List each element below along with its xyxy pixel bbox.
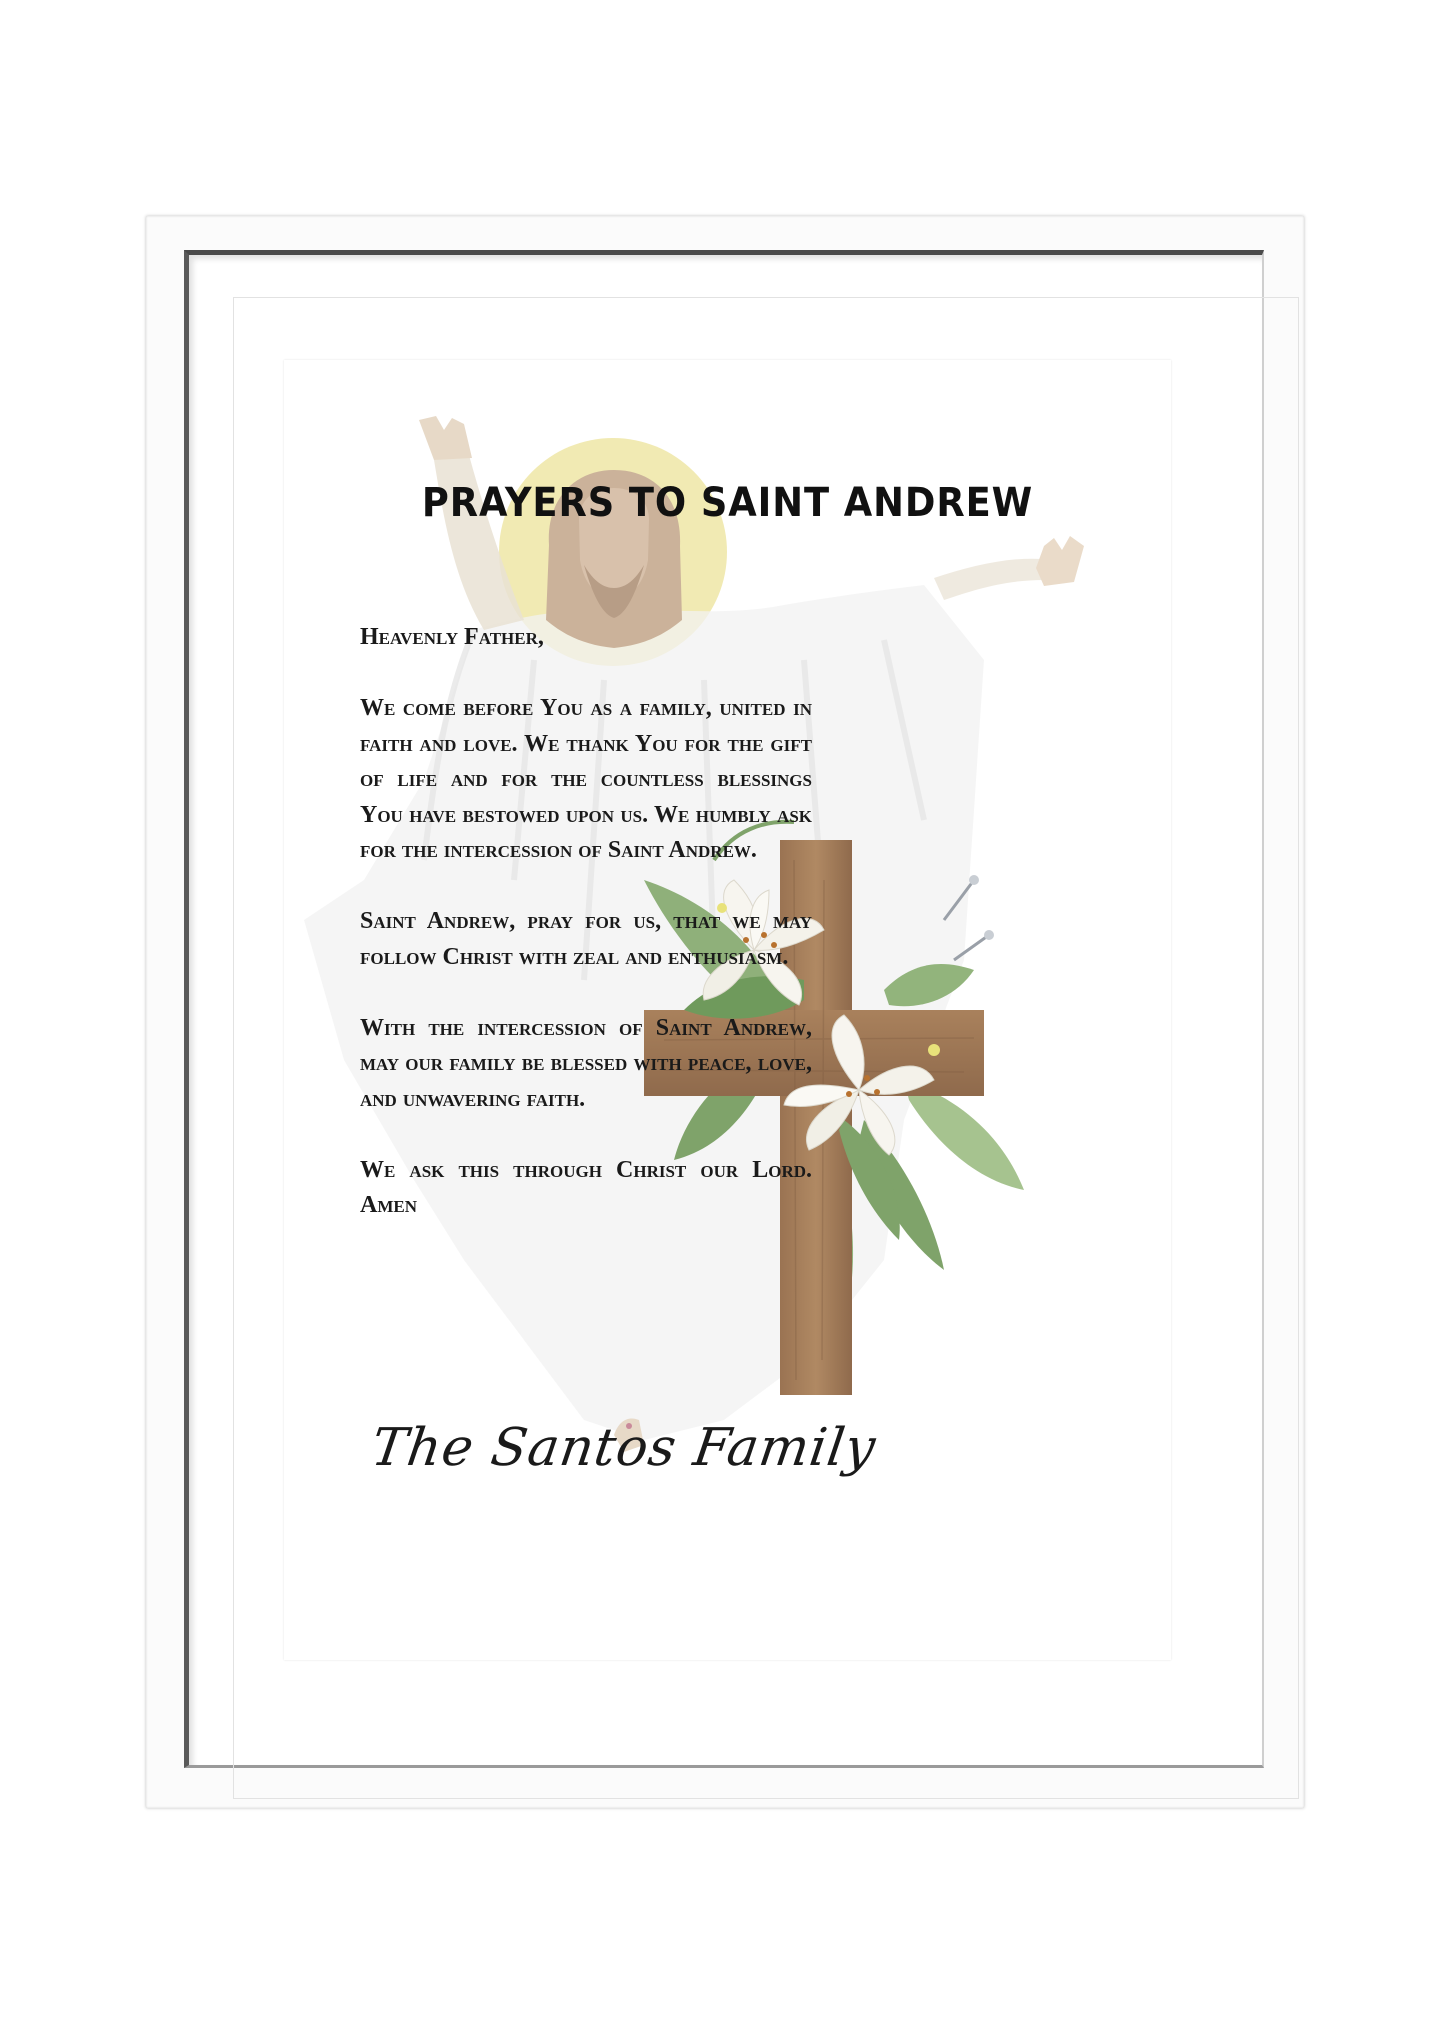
prayer-poster: [284, 360, 1171, 1660]
prayer-paragraph: Saint Andrew, pray for us, that we may follow Christ with zeal and enthusiasm.: [360, 908, 812, 970]
poster-title: PRAYERS TO SAINT ANDREW: [421, 480, 1034, 526]
family-signature: The Santos Family: [367, 1418, 880, 1478]
prayer-paragraph: We come before You as a family, united in faith and love. We thank You for the gift of life and for the countless blessings You have bestowed upon us. We humbly ask for the intercession of Saint Andrew.: [360, 695, 812, 863]
prayer-greeting: Heavenly Father,: [360, 624, 544, 650]
prayer-text: [360, 620, 812, 1259]
prayer-closing: We ask this through Christ our Lord. Amen: [360, 1156, 812, 1218]
prayer-paragraph: With the intercession of Saint Andrew, may our family be blessed with peace, love, and unwavering faith.: [360, 1014, 812, 1112]
